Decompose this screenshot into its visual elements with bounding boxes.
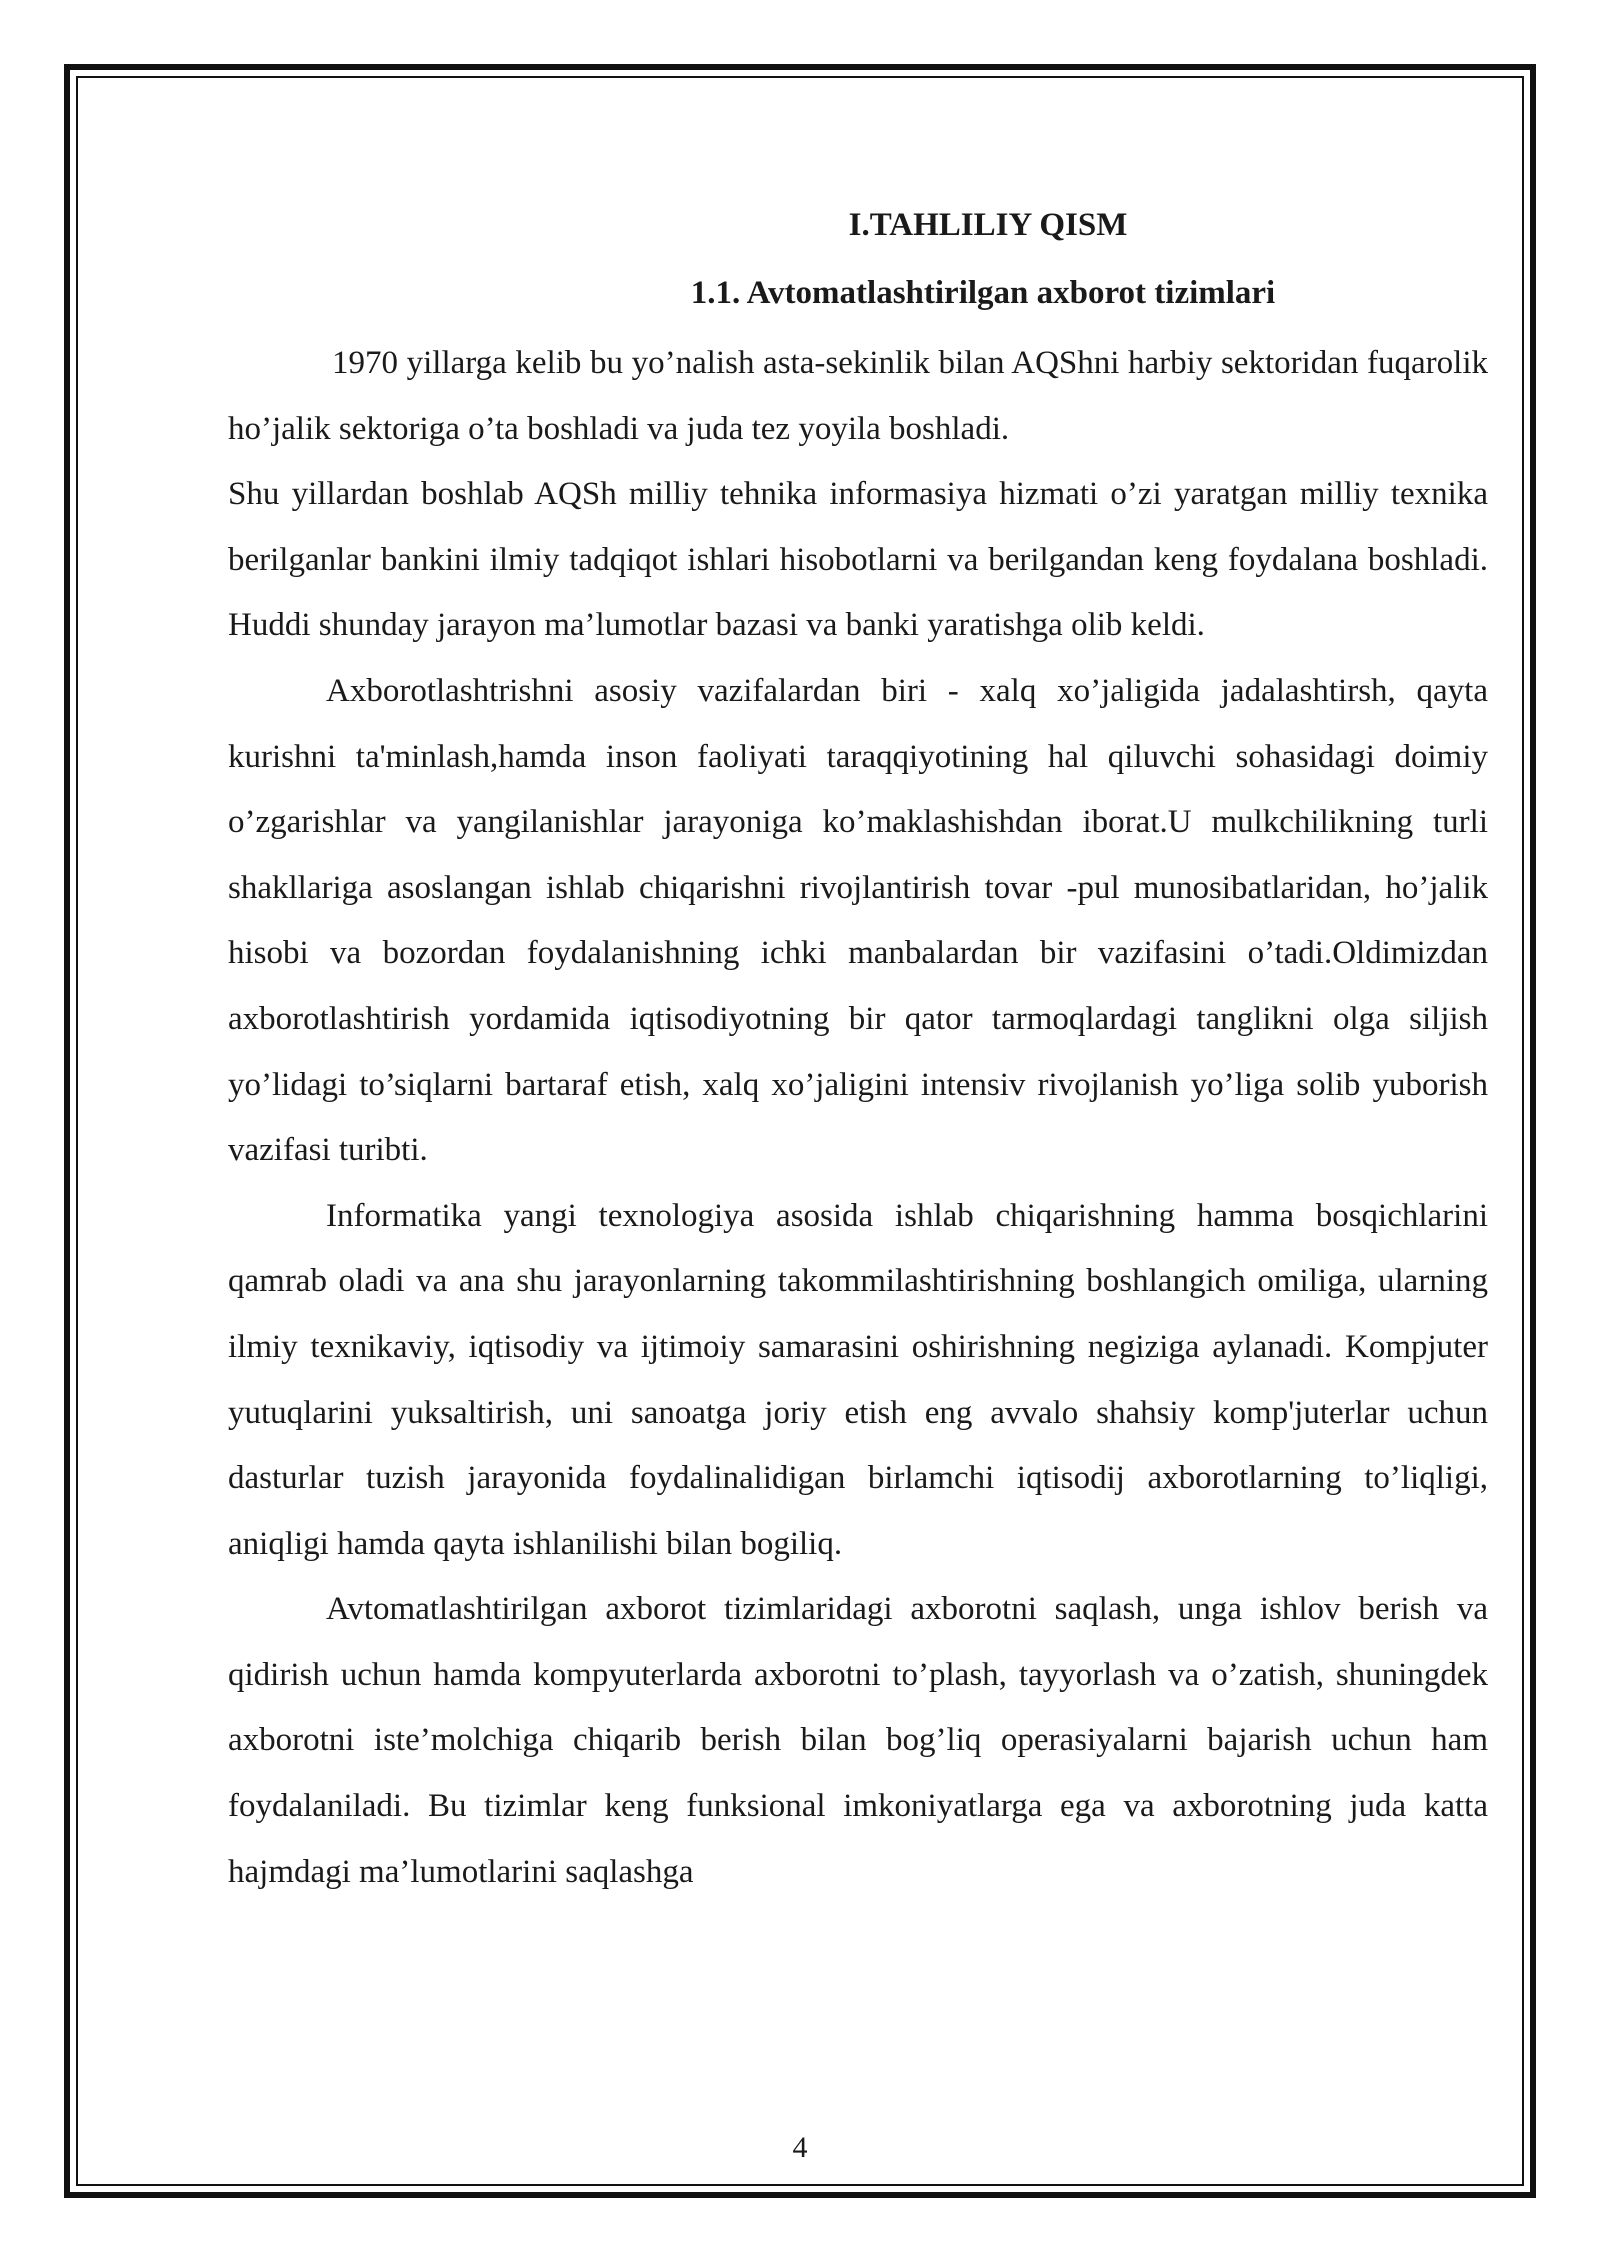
paragraph-4: Informatika yangi texnologiya asosida ishlab chiqarishning hamma bosqichlarini qamrab oladi va ana shu jarayonlarning takommilashtirishning boshlangich omiliga, ularning ilmiy texnikaviy, iqtisodiy va ijtimoiy samarasini oshirishning negiziga aylanadi. Kompjuter yutuqlarini yuksaltirish, uni sanoatga joriy etish eng avvalo shahsiy komp'juterlar uchun dasturlar tuzish jarayonida foydalinalidigan birlamchi iqtisodij axborotlarning to’liqligi, aniqligi hamda qayta ishlanilishi bilan bogiliq. — [228, 1197, 1488, 1562]
paragraph-5: Avtomatlashtirilgan axborot tizimlaridagi axborotni saqlash, unga ishlov berish va qidirish uchun hamda kompyuterlarda axborotni to’plash, tayyorlash va o’zatish, shuningdek axborotni iste’molchiga chiqarib berish bilan bog’liq operasiyalarni bajarish uchun ham foydalaniladi. Bu tizimlar keng funksional imkoniyatlarga ega va axborotning juda katta hajmdagi ma’lumotlarini saqlashga — [228, 1591, 1488, 1890]
paragraph-3: Axborotlashtrishni asosiy vazifalardan biri - xalq xo’jaligida jadalashtirsh, qayta kurishni ta'minlash,hamda inson faoliyati taraqqiyotining hal qiluvchi sohasidagi doimiy o’zgarishlar va yangilanishlar jarayoniga ko’maklashishdan iborat.U mulkchilikning turli shakllariga asoslangan ishlab chiqarishni rivojlantirish tovar -pul munosibatlaridan, ho’jalik hisobi va bozordan foydalanishning ichki manbalardan bir vazifasini o’tadi.Oldimizdan axborotlashtirish yordamida iqtisodiyotning bir qator tarmoqlardagi tanglikni olga siljish yo’lidagi to’siqlarni bartaraf etish, xalq xo’jaligini intensiv rivojlanish yo’liga solib yuborish vazifasi turibti. — [228, 672, 1488, 1169]
paragraph-2: Shu yillardan boshlab AQSh milliy tehnika informasiya hizmati o’zi yaratgan milliy texnika berilganlar bankini ilmiy tadqiqot ishlari hisobotlarni va berilgandan keng foydalana boshladi. Huddi shunday jarayon ma’lumotlar bazasi va banki yaratishga olib keldi. — [228, 476, 1488, 644]
document-body — [228, 205, 1488, 1905]
page-number: 4 — [792, 2131, 808, 2164]
section-title: 1.1. Avtomatlashtirilgan axborot tizimlari — [690, 275, 1276, 311]
paragraph-1: 1970 yillarga kelib bu yo’nalish asta-sekinlik bilan AQShni harbiy sektoridan fuqarolik ho’jalik sektoriga o’ta boshladi va juda tez yoyila boshladi. — [228, 345, 1488, 447]
chapter-title: I.TAHLILIY QISM — [848, 207, 1128, 243]
